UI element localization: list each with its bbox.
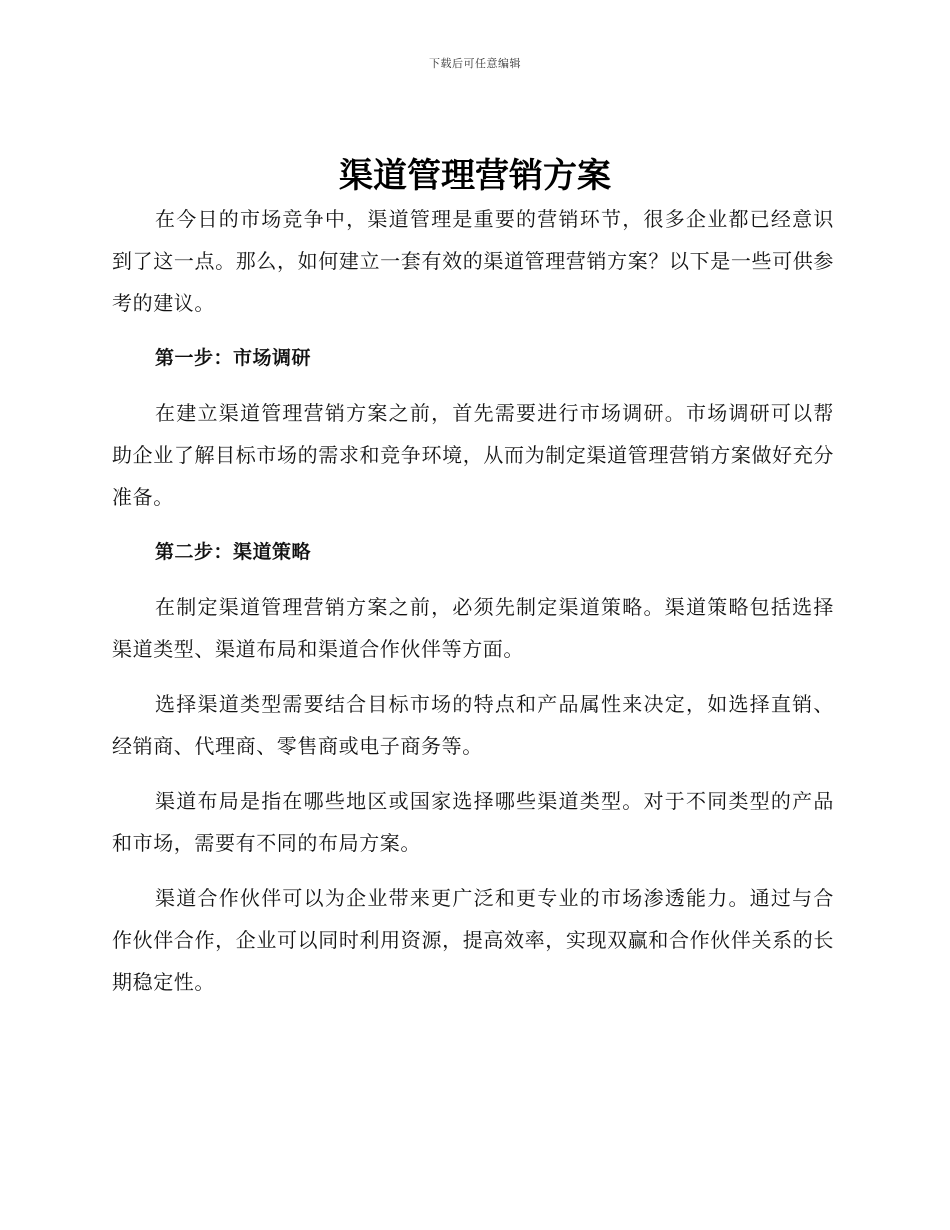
- step2-paragraph-1: 在制定渠道管理营销方案之前，必须先制定渠道策略。渠道策略包括选择渠道类型、渠道布局和渠道合作伙伴等方面。: [112, 595, 834, 661]
- step1-heading: 第一步：市场调研: [155, 347, 312, 369]
- step2-paragraph-2: 选择渠道类型需要结合目标市场的特点和产品属性来决定，如选择直销、经销商、代理商、零售商或电子商务等。: [112, 692, 834, 758]
- intro-paragraph: 在今日的市场竞争中，渠道管理是重要的营销环节，很多企业都已经意识到了这一点。那么，如何建立一套有效的渠道管理营销方案？以下是一些可供参考的建议。: [112, 207, 834, 315]
- step2-heading: 第二步：渠道策略: [155, 541, 312, 563]
- document-body: [112, 198, 834, 1016]
- header-note: 下载后可任意编辑: [429, 57, 521, 70]
- step2-paragraph-4: 渠道合作伙伴可以为企业带来更广泛和更专业的市场渗透能力。通过与合作伙伴合作，企业可以同时利用资源，提高效率，实现双赢和合作伙伴关系的长期稳定性。: [112, 886, 834, 994]
- step1-paragraph: 在建立渠道管理营销方案之前，首先需要进行市场调研。市场调研可以帮助企业了解目标市场的需求和竞争环境，从而为制定渠道管理营销方案做好充分准备。: [112, 401, 834, 509]
- document-title: 渠道管理营销方案: [339, 156, 611, 196]
- step2-paragraph-3: 渠道布局是指在哪些地区或国家选择哪些渠道类型。对于不同类型的产品和市场，需要有不同的布局方案。: [112, 789, 834, 855]
